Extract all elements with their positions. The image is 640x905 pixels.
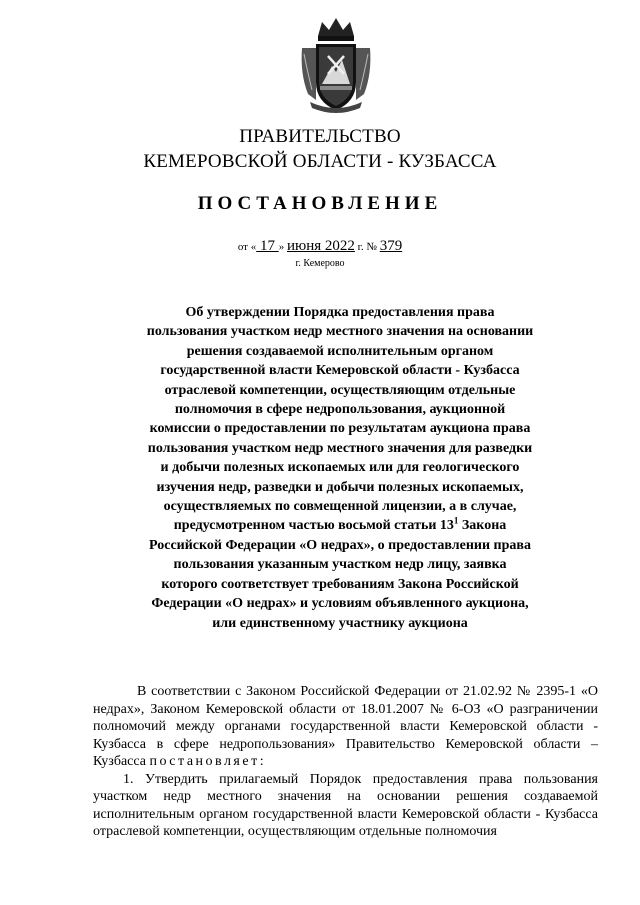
body-paragraph-2: 1. Утвердить прилагаемый Порядок предоставления права пользования участком недр местного значения на основании решения создаваемой исполнительным органом государственной власти Кемеровской области - Кузбасса отраслевой компетенции, осуществляющим отдельные полномочия: [93, 771, 598, 839]
city-name: г. Кемерово: [295, 258, 345, 269]
body-resolves-word: постановляет:: [149, 754, 267, 769]
decree-body: [93, 683, 598, 841]
decree-title-part2: Закона Российской Федерации «О недрах», о предоставлении права пользования указанным участком недр лицу, заявка которого соответствует требованиям Закона Российской Федерации «О недрах» и условиям объявленного аукциона, или единственному участнику аукциона: [149, 518, 531, 631]
decree-dateline: [0, 238, 640, 255]
body-paragraph-1: [93, 683, 598, 771]
government-name-line1: ПРАВИТЕЛЬСТВО: [239, 126, 401, 147]
decree-heading: ПОСТАНОВЛЕНИЕ: [197, 193, 443, 214]
government-name-line2: КЕМЕРОВСКОЙ ОБЛАСТИ - КУЗБАССА: [143, 151, 497, 172]
decree-title-part1: Об утверждении Порядка предоставления права пользования участком недр местного значения на основании решения создаваемой исполнительным органом государственной власти Кемеровской области - Кузбасса отраслевой компетенции, осуществляющим отдельные полномочия в сфере недропользования, аукционной комиссии о предоставлении по результатам аукциона права пользования участком недр местного значения для разведки и добычи полезных ископаемых или для геологического изучения недр, разведки и добычи полезных ископаемых, осуществляемых по совмещенной лицензии, а в случае, предусмотренном частью восьмой статьи 13: [146, 305, 534, 534]
decree-number: 379: [379, 238, 403, 254]
date-prefix: от «: [237, 241, 257, 253]
decree-title: [145, 303, 535, 633]
coat-of-arms-icon: [298, 14, 374, 114]
body-paragraph-1-text: В соответствии с Законом Российской Федерации от 21.02.92 № 2395-1 «О недрах», Законом Кемеровской области от 18.01.2007 № 6-ОЗ «О разграничении полномочий между органами государственной власти Кемеровской области - Кузбасса в сфере недропользования» Правительство Кемеровской области – Кузбасса: [93, 684, 598, 769]
date-month-year: июня 2022: [286, 238, 355, 254]
decree-title-superscript: 1: [453, 515, 459, 526]
date-mid: »: [278, 241, 287, 253]
date-day: 17: [256, 238, 279, 254]
date-year-suffix: г. №: [354, 241, 380, 253]
